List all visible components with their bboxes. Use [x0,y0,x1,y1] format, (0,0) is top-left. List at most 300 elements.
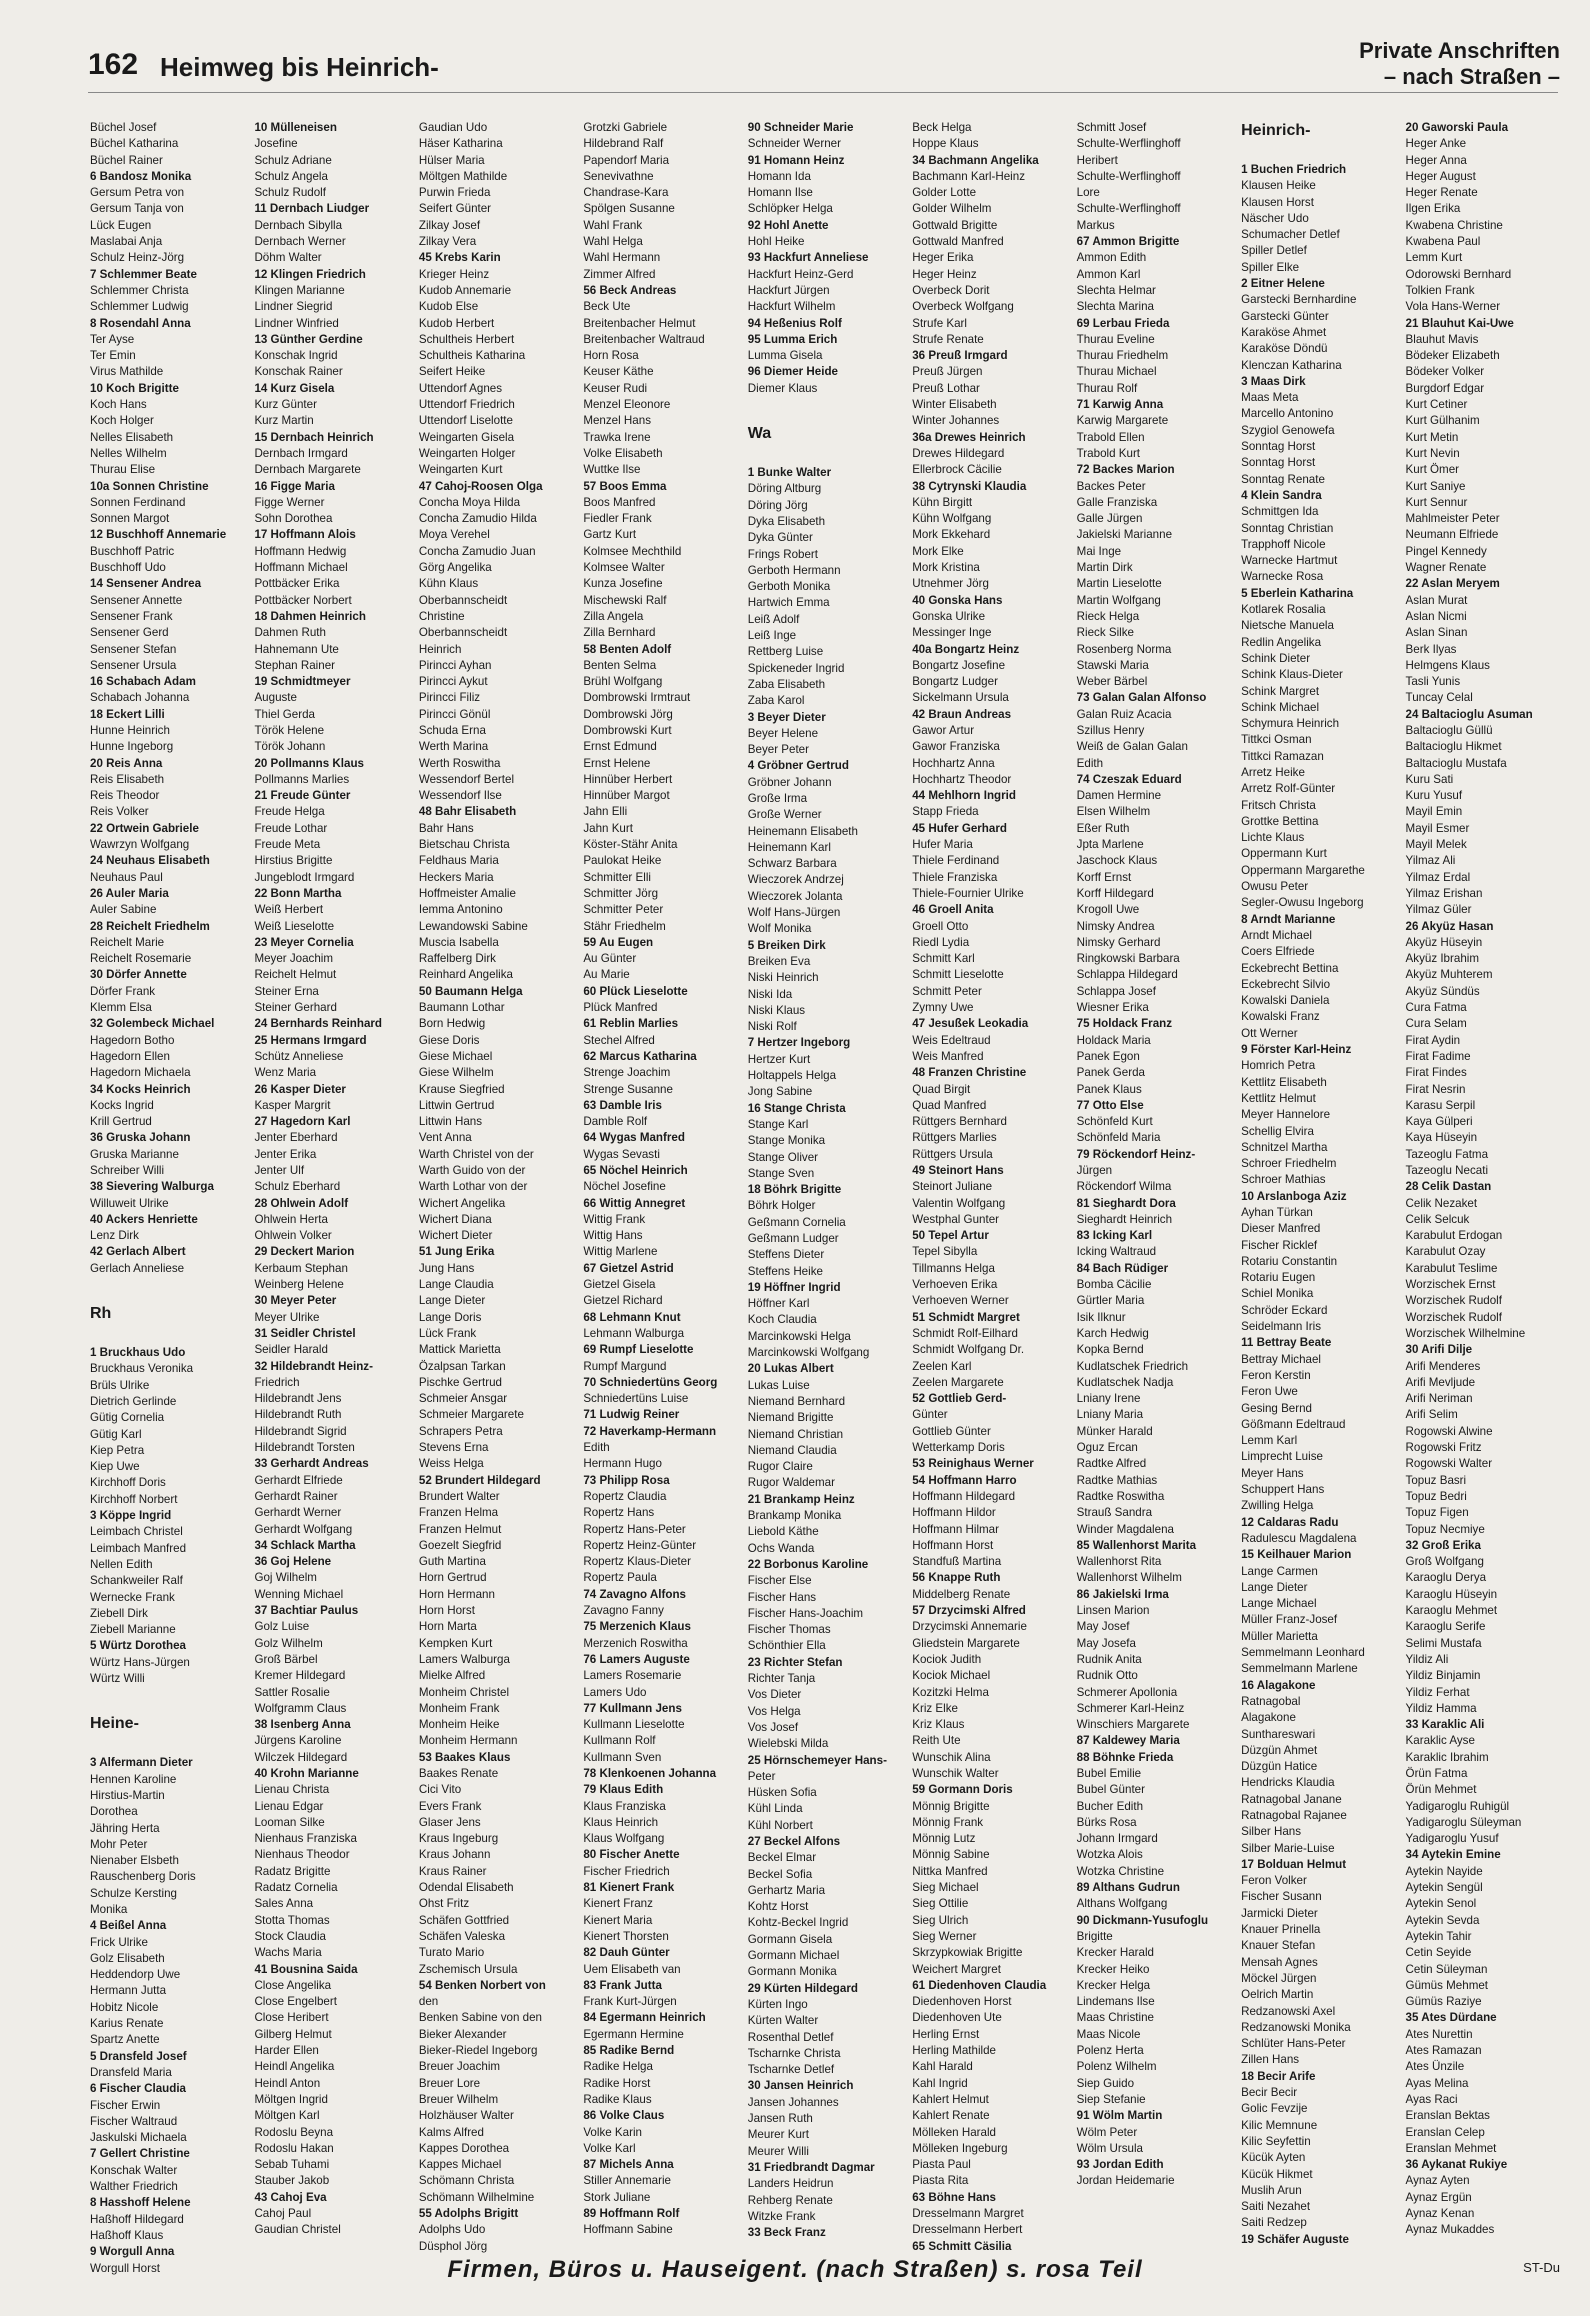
address-entry: Hermann Jutta [90,1984,167,1998]
address-entry: 69 Rumpf Lieselotte [583,1343,694,1357]
address-entry: Hülser Maria [418,153,485,167]
address-entry: 36a Drewes Heinrich [912,430,1026,444]
running-title: Heimweg bis Heinrich- [160,52,439,82]
address-entry: Aynaz Mukaddes [1405,2223,1495,2237]
address-entry: Sieg Ulrich [912,1913,969,1927]
address-entry: Uem Elisabeth van [583,1962,681,1976]
address-entry: Rettberg Luise [747,645,824,659]
address-entry: Hoffmann Michael [254,561,348,575]
address-entry: Golic Fevzije [1241,2102,1308,2116]
address-entry: 38 Sievering Walburga [90,1180,214,1194]
address-entry: Jenter Eberhard [254,1131,338,1145]
address-entry: Saiti Nezahet [1241,2200,1311,2214]
address-entry: Gottwald Manfred [912,235,1004,249]
address-entry: Nimsky Andrea [1076,919,1155,933]
address-entry: Yilmaz Erdal [1405,870,1471,884]
address-entry: Paulokat Heike [583,854,662,868]
address-entry: 34 Aytekin Emine [1405,1848,1501,1862]
address-entry: 58 Benten Adolf [583,642,672,656]
address-entry: Strenge Susanne [583,1082,673,1096]
address-entry: Seidelmann Iris [1241,1320,1322,1334]
address-entry: Schellig Elvira [1241,1124,1314,1138]
address-entry: Schabach Johanna [90,691,190,705]
address-entry: Drewes Hildegard [912,446,1005,460]
address-entry: Owusu Peter [1241,880,1309,894]
address-entry: Schütz Anneliese [254,1049,344,1063]
address-entry: Sieg Werner [912,1929,977,1943]
address-entry: Hufer Maria [912,838,973,852]
address-entry: Jenter Ulf [254,1164,305,1177]
address-entry: Gietzel Richard [583,1294,663,1308]
address-entry: Krieger Heinz [418,267,490,281]
address-entry: Eranslan Mehmet [1405,2141,1497,2155]
address-entry: Tscharnke Detlef [747,2063,835,2077]
address-entry: Hoffmann Hildegard [912,1489,1016,1503]
address-entry: Aytekin Nayide [1405,1864,1483,1878]
address-entry: Worzischek Rudolf [1405,1294,1502,1308]
address-entry: Sales Anna [254,1897,314,1911]
address-entry: Strenge Joachim [583,1066,671,1080]
address-entry: Thurau Friedhelm [1076,349,1169,363]
address-entry: Niemand Brigitte [747,1411,834,1425]
address-entry: Kolmsee Mechthild [583,544,682,558]
address-entry: Kuru Yusuf [1405,789,1463,803]
address-entry: Ayhan Türkan [1241,1206,1313,1219]
address-entry: Piasta Rita [912,2174,969,2188]
address-entry: Spölgen Susanne [583,202,675,216]
address-entry: 46 Groell Anita [912,903,994,917]
address-entry: Meurer Kurt [747,2128,809,2142]
address-entry: Zeelen Karl [912,1359,972,1373]
address-entry: Fischer Thomas [747,1623,831,1637]
address-entry: Kociok Judith [912,1652,982,1666]
address-entry: 61 Diedenhoven Claudia [912,1978,1047,1992]
address-entry: Feron Uwe [1241,1385,1298,1399]
address-entry: Gawor Artur [912,723,975,737]
address-entry: Thiele-Fournier Ulrike [912,886,1024,900]
address-entry: Akyüz Sündüs [1405,984,1480,998]
address-entry: Giese Michael [418,1049,493,1063]
address-entry: Kahlert Helmut [912,2092,989,2106]
address-entry: Dörfer Frank [90,984,156,998]
address-entry: 86 Volke Claus [583,2109,665,2123]
address-entry: Gaudian Udo [418,121,488,134]
address-entry: Horn Marta [418,1620,477,1634]
address-entry: 6 Bandosz Monika [90,169,192,183]
address-entry: Lindemans Ilse [1076,1995,1155,2009]
address-entry: 37 Bachtiar Paulus [254,1604,359,1618]
address-entry: Kücük Ayten [1241,2151,1306,2165]
address-entry: Quad Manfred [912,1098,987,1112]
address-entry: 10a Sonnen Christine [90,479,209,493]
address-entry: Selimi Mustafa [1405,1636,1482,1650]
address-entry: Hobitz Nicole [90,2000,159,2014]
address-entry: Wilczek Hildegard [254,1750,348,1764]
address-entry: Korff Hildegard [1076,886,1154,900]
address-entry: Fischer Susann [1241,1890,1322,1904]
address-entry: Gartz Kurt [583,528,637,542]
address-entry: Gerboth Hermann [747,563,841,577]
address-entry: Schömann Wilhelmine [418,2190,535,2204]
address-entry: Heger Anke [1405,137,1467,151]
address-entry: Karaoglu Derya [1405,1571,1487,1585]
address-entry: Lindner Winfried [254,316,339,330]
address-entry: Karaköse Ahmet [1241,325,1327,339]
address-entry: Bubel Emilie [1076,1766,1142,1780]
address-entry: Schiel Monika [1241,1287,1314,1301]
address-entry: Niski Heinrich [747,971,819,985]
address-entry: Thurau Michael [1076,365,1157,379]
address-entry: Odorowski Bernhard [1405,267,1512,281]
address-entry: Schmitt Peter [912,984,982,998]
address-entry: Figge Werner [254,495,325,509]
address-entry: Schneider Werner [747,137,841,151]
address-entry: Hunne Ingeborg [90,740,174,754]
address-entry: 16 Figge Maria [254,479,335,493]
address-entry: Koch Holger [90,414,154,428]
address-entry: Niemand Claudia [747,1443,837,1457]
address-entry: 90 Dickmann-Yusufoglu [1076,1913,1209,1927]
address-entry: Ropertz Klaus-Dieter [583,1555,691,1569]
address-entry: Meyer Ulrike [254,1310,320,1324]
address-entry: Westphal Gunter [912,1212,1000,1226]
address-entry: Kasper Margrit [254,1098,331,1112]
address-entry: Adolphs Udo [418,2223,486,2237]
address-entry: Celik Nezaket [1405,1196,1478,1210]
address-entry: 36 Goj Helene [254,1555,332,1569]
address-entry: Elsen Wilhelm [1076,805,1151,819]
address-entry: Nittka Manfred [912,1864,988,1878]
address-entry: Klingen Marianne [254,283,345,297]
address-entry: Rüttgers Marlies [912,1131,997,1145]
address-entry: Fischer Else [747,1574,812,1588]
address-entry: Eckebrecht Bettina [1241,961,1339,975]
address-entry: Ringkowski Barbara [1076,952,1180,966]
address-entry: Yildiz Binjamin [1405,1669,1481,1683]
address-entry: Hartwich Emma [747,596,830,610]
address-entry: Gonska Ulrike [912,609,986,623]
address-entry: Slechta Helmar [1076,283,1156,297]
address-entry: Kotlarek Rosalia [1241,603,1326,617]
address-entry: 28 Celik Dastan [1405,1180,1492,1194]
address-entry: Reichelt Marie [90,935,165,949]
address-entry: Schlappa Hildegard [1076,968,1178,982]
address-entry: Günter [912,1408,948,1422]
address-entry: Breuer Joachim [418,2060,501,2074]
address-entry: Sieg Michael [912,1881,979,1895]
address-entry: Stechel Alfred [583,1033,655,1047]
address-entry: Skrzypkowiak Brigitte [912,1946,1023,1960]
address-entry: Overbeck Dorit [912,283,990,297]
address-entry: Kiep Petra [90,1443,145,1457]
address-entry: Yilmaz Ali [1405,854,1456,868]
address-entry: Hackfurt Wilhelm [747,300,836,314]
address-entry: Steiner Gerhard [254,1001,337,1015]
address-entry: Brigitte [1076,1929,1113,1943]
address-entry: Schankweiler Ralf [90,1574,183,1588]
address-entry: Hoffmeister Amalie [418,886,516,900]
address-entry: Kienert Maria [583,1913,653,1927]
address-entry: Werth Marina [418,740,489,754]
address-entry: Cetin Süleyman [1405,1962,1488,1976]
address-entry: Schmeier Ansgar [418,1392,508,1406]
address-entry: 57 Boos Emma [583,479,667,493]
address-entry: 54 Benken Norbert von [418,1978,546,1992]
address-entry: Holtappels Helga [747,1069,837,1083]
address-entry: Radtke Alfred [1076,1457,1147,1471]
address-entry: Wenning Michael [254,1587,344,1601]
address-entry: Bettray Michael [1241,1352,1322,1366]
address-entry: 75 Holdack Franz [1076,1017,1173,1031]
address-entry: Guth Martina [418,1555,486,1569]
address-entry: Heckers Maria [418,870,494,884]
address-entry: 21 Brankamp Heinz [747,1492,855,1506]
address-entry: Knauer Prinella [1241,1923,1321,1937]
address-entry: 86 Jakielski Irma [1076,1587,1169,1601]
address-entry: Rieck Silke [1076,626,1134,640]
address-entry: Zimmer Alfred [583,267,656,281]
address-entry: Nelles Elisabeth [90,430,174,444]
address-entry: Schniedertüns Luise [583,1392,689,1406]
address-entry: Würtz Willi [90,1672,145,1686]
address-entry: Schulz Adriane [254,153,332,167]
address-entry: Franzen Helmut [418,1522,502,1536]
address-entry: 92 Hohl Anette [747,218,829,232]
address-entry: 79 Röckendorf Heinz- [1076,1147,1196,1161]
address-entry: Möckel Jürgen [1241,1971,1317,1985]
address-entry: Niemand Bernhard [747,1394,846,1408]
address-entry: Krill Gertrud [90,1115,152,1129]
address-entry: Kahlert Renate [912,2109,990,2123]
address-entry: Kozitzki Helma [912,1685,989,1699]
address-entry: Gerhardt Werner [254,1506,342,1520]
address-entry: 3 Beyer Dieter [747,710,826,724]
address-entry: Gröbner Johann [747,775,832,789]
address-entry: Vola Hans-Werner [1405,300,1501,314]
address-entry: 93 Hackfurt Anneliese [747,251,869,265]
address-entry: Mayil Emin [1405,805,1463,819]
address-entry: Jürgens Karoline [254,1734,342,1748]
address-entry: Pottbäcker Norbert [254,593,352,607]
address-entry: Concha Zamudio Hilda [418,512,537,526]
address-entry: Thiel Gerda [254,707,316,721]
address-entry: 36 Aykanat Rukiye [1405,2158,1508,2172]
address-entry: Winter Elisabeth [912,398,997,412]
address-entry: 30 Jansen Heinrich [747,2079,854,2093]
address-entry: Kunza Josefine [583,577,663,591]
address-entry: 10 Arslanboga Aziz [1241,1189,1347,1203]
address-entry: 6 Fischer Claudia [90,2082,187,2096]
address-entry: Kahl Ingrid [912,2076,968,2090]
address-entry: Klaus Heinrich [583,1815,659,1829]
address-entry: Büchel Josef [90,121,157,134]
address-entry: Özalpsan Tarkan [418,1359,506,1373]
address-entry: 65 Nöchel Heinrich [583,1164,688,1177]
address-entry: Evers Frank [418,1799,482,1813]
address-entry: Tuncay Celal [1405,691,1473,705]
address-entry: Weingarten Kurt [418,463,503,477]
address-entry: Steffens Dieter [747,1248,825,1262]
address-entry: Akyüz Muhterem [1405,968,1493,982]
address-entry: Egermann Hermine [583,2027,684,2041]
address-entry: Garstecki Bernhardine [1241,293,1357,307]
address-entry: Kettlitz Elisabeth [1241,1075,1327,1089]
address-entry: 87 Michels Anna [583,2158,674,2172]
address-entry: Schmeier Margarete [418,1408,524,1422]
address-entry: 72 Haverkamp-Hermann [583,1424,717,1438]
address-entry: Uttendorf Friedrich [418,398,515,412]
address-entry: Monheim Hermann [418,1734,518,1748]
address-entry: 53 Reinighaus Werner [912,1457,1034,1471]
address-entry: Schlüter Hans-Peter [1241,2037,1346,2051]
address-entry: Ratnagobal Janane [1241,1792,1342,1806]
address-entry: 44 Mehlhorn Ingrid [912,789,1016,803]
address-entry: Lange Carmen [1241,1564,1318,1578]
column-7 [1077,120,1231,2277]
address-entry: Rogowski Fritz [1405,1441,1482,1455]
address-entry: Schlappa Josef [1076,984,1156,998]
address-entry: Arifi Menderes [1405,1359,1481,1373]
address-entry: Karaklic Ibrahim [1405,1750,1489,1764]
address-entry: Haßhoff Hildegard [90,2212,184,2226]
address-entry: Silber Hans [1241,1825,1302,1839]
address-entry: Nienhaus Theodor [254,1848,350,1862]
address-entry: Althans Wolfgang [1076,1897,1168,1911]
address-entry: Au Marie [583,968,630,982]
address-entry: Mönnig Frank [912,1815,984,1829]
address-entry: Heger Erika [912,251,974,265]
address-entry: Reichelt Rosemarie [90,952,192,966]
address-entry: 16 Stange Christa [747,1101,846,1115]
address-entry: Slechta Marina [1076,300,1154,314]
address-entry: 80 Fischer Anette [583,1848,680,1862]
address-entry: Peter [747,1769,776,1783]
address-entry: Tazeoglu Necati [1405,1164,1489,1177]
address-entry: 91 Homann Heinz [747,153,845,167]
spacer [748,449,902,465]
address-entry: Aytekin Senol [1405,1897,1477,1911]
address-entry: Fischer Hans-Joachim [747,1606,864,1620]
address-entry: 52 Brundert Hildegard [418,1473,541,1487]
address-entry: Lange Dieter [418,1294,486,1308]
address-entry: 31 Friedbrandt Dagmar [747,2160,875,2174]
address-entry: Leimbach Manfred [90,1541,187,1555]
address-entry: Sensener Annette [90,593,183,607]
address-entry: Pischke Gertrud [418,1375,502,1389]
address-entry: 9 Förster Karl-Heinz [1241,1043,1352,1057]
page-header [0,0,1590,90]
address-entry: Segler-Owusu Ingeborg [1241,896,1364,910]
address-entry: Vos Dieter [747,1688,802,1702]
address-entry: Close Angelika [254,1978,332,1992]
address-entry: Thurau Eveline [1076,332,1155,346]
address-entry: Schroer Friedhelm [1241,1157,1337,1171]
address-entry: Örün Fatma [1405,1766,1468,1780]
address-entry: Sensener Ursula [90,658,177,672]
address-entry: Sebab Tuhami [254,2158,330,2172]
address-entry: Wittig Frank [583,1212,646,1226]
address-entry: Hunne Heinrich [90,723,170,737]
address-entry: Golder Wilhelm [912,202,992,216]
address-entry: 29 Deckert Marion [254,1245,355,1259]
address-entry: Willuweit Ulrike [90,1196,169,1210]
address-entry: 33 Beck Franz [747,2226,826,2240]
address-entry: Seidler Harald [254,1343,328,1357]
address-entry: Große Werner [747,808,822,822]
address-entry: Kudob Herbert [418,316,495,330]
address-entry: Radulescu Magdalena [1241,1531,1357,1545]
address-entry: Zilkay Vera [418,235,477,249]
address-entry: Dernbach Werner [254,235,346,249]
address-entry: Warth Guido von der [418,1164,526,1177]
address-entry: Schymura Heinrich [1241,717,1340,731]
address-entry: Koch Claudia [747,1313,817,1327]
address-entry: Reis Theodor [90,789,160,803]
address-entry: Schlemmer Christa [90,283,189,297]
address-entry: Rehberg Renate [747,2193,833,2207]
address-entry: 1 Buchen Friedrich [1241,163,1347,176]
address-entry: Kudlatschek Nadja [1076,1375,1174,1389]
address-entry: Hochhartz Theodor [912,772,1012,786]
address-entry: Witzke Frank [747,2209,816,2223]
address-entry: Sickelmann Ursula [912,691,1009,705]
address-entry: Marcinkowski Wolfgang [747,1346,870,1360]
address-entry: Rugor Claire [747,1460,813,1474]
address-entry: Kullmann Sven [583,1750,662,1764]
address-entry: Schönthier Ella [747,1639,826,1653]
address-entry: Feldhaus Maria [418,854,499,868]
address-entry: 42 Gerlach Albert [90,1245,186,1259]
address-entry: Martin Wolfgang [1076,593,1161,607]
address-entry: Vos Josef [747,1720,799,1734]
address-entry: 40 Krohn Marianne [254,1766,359,1780]
address-entry: Bieker Alexander [418,2027,507,2041]
address-entry: Strauß Sandra [1076,1506,1153,1520]
address-entry: Grotzki Gabriele [583,121,668,134]
address-entry: Döhm Walter [254,251,322,265]
address-entry: Gerhardt Wolfgang [254,1522,353,1536]
address-entry: Zillen Hans [1241,2053,1300,2067]
address-entry: Pirincci Gönül [418,707,491,721]
address-entry: 5 Breiken Dirk [747,938,826,952]
address-entry: Breitenbacher Helmut [583,316,696,330]
address-entry: Born Hedwig [418,1017,486,1031]
address-entry: Galan Ruiz Acacia [1076,707,1172,721]
address-entry: Marcello Antonino [1241,407,1334,421]
address-entry: Yildiz Hamma [1405,1701,1477,1715]
address-entry: Close Engelbert [254,1995,337,2009]
address-entry: Hagedorn Michaela [90,1066,191,1080]
address-entry: Mattick Marietta [418,1343,501,1357]
address-entry: Karaoglu Serife [1405,1620,1486,1634]
address-entry: Martin Dirk [1076,561,1133,575]
address-entry: 26 Auler Maria [90,886,169,900]
address-entry: Gawor Franziska [912,740,1000,754]
address-entry: Dietrich Gerlinde [90,1394,177,1408]
address-entry: Nöchel Josefine [583,1180,666,1194]
address-entry: Jong Sabine [747,1085,813,1099]
address-entry: Klausen Heike [1241,179,1316,193]
address-entry: Horn Rosa [583,349,639,363]
address-entry: Seifert Günter [418,202,492,216]
address-entry: Dombrowski Jörg [583,707,673,721]
address-entry: Muscia Isabella [418,935,499,949]
address-entry: 22 Ortwein Gabriele [90,821,199,835]
address-entry: Gürtler Maria [1076,1294,1145,1308]
address-entry: Kühl Norbert [747,1818,813,1832]
address-entry: 19 Höffner Ingrid [747,1280,841,1294]
address-entry: Karwig Margarete [1076,414,1169,428]
